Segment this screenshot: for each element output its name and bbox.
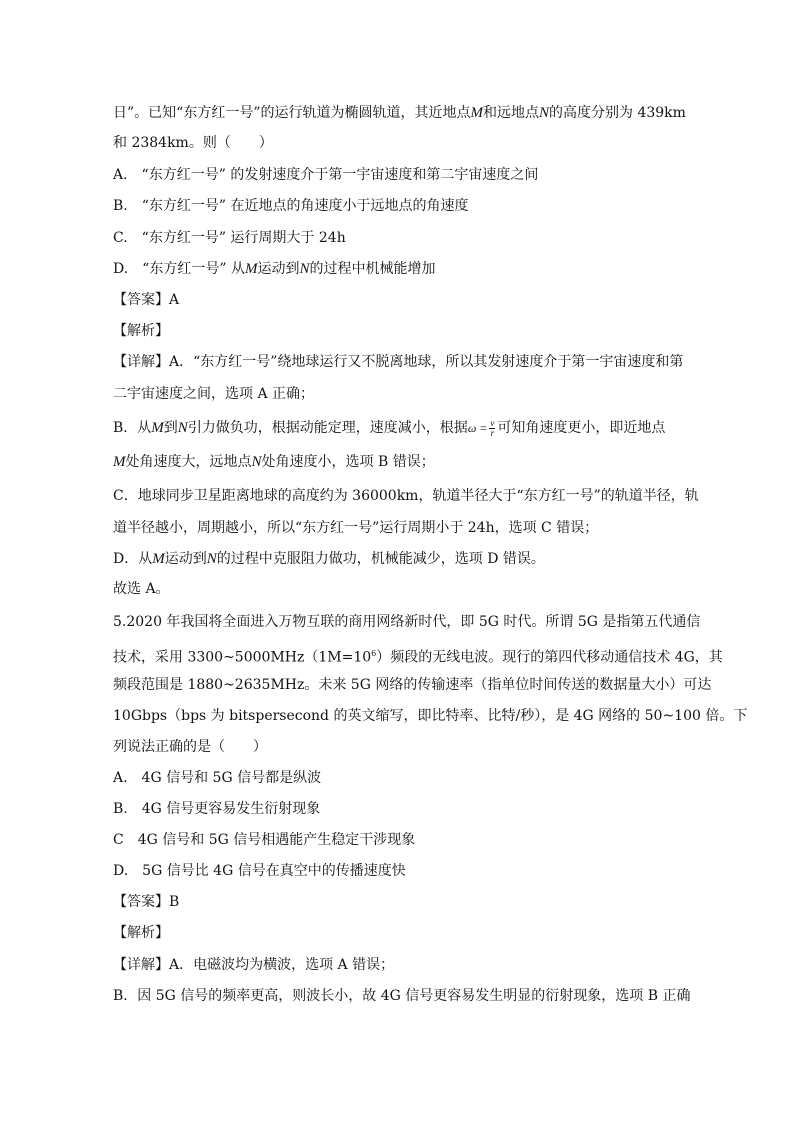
omega-formula: ω = [467, 421, 488, 435]
q5-option-d: D. 5G 信号比 4G 信号在真空中的传播速度快 [113, 863, 406, 879]
q5-stem-line-3: 频段范围是 1880~2635MHz。未来 5G 网络的传输速率（指单位时间传送的数据量大小）可达 [113, 677, 712, 693]
q5-analysis-label: 【解析】 [113, 925, 169, 941]
q4-option-a: A. “东方红一号” 的发射速度介于第一宇宙速度和第二宇宙速度之间 [113, 167, 539, 183]
v-over-r-fraction: $\frac{v}{r}$ [490, 417, 495, 438]
q4-detail-c-line-1: C．地球同步卫星距离地球的高度约为 36000km，轨道半径大于“东方红一号”的轨道半径，轨 [113, 488, 699, 504]
q5-stem-line-1: 5.2020 年我国将全面进入万物互联的商用网络新时代，即 5G 时代。所谓 5G 是指第五代通信 [113, 614, 701, 630]
q4-detail-d: D．从M运动到N的过程中克服阻力做功，机械能减少，选项 D 错误。 [113, 551, 545, 567]
q4-option-b: B. “东方红一号” 在近地点的角速度小于远地点的角速度 [113, 198, 469, 214]
q5-stem-line-5: 列说法正确的是（ ） [113, 739, 267, 755]
q4-option-c: C. “东方红一号” 运行周期大于 24h [113, 230, 346, 246]
q5-detail-a: 【详解】A．电磁波均为横波，选项 A 错误； [113, 957, 395, 973]
q5-option-b: B. 4G 信号更容易发生衍射现象 [113, 801, 321, 817]
q5-stem-line-2: 技术，采用 $3300\sim 5000MHz(1M=10^6)$频段的无线电波。现行的第四代移动通信技术 4G，其 [113, 649, 723, 666]
q5-detail-b: B．因 5G 信号的频率更高，则波长小，故 4G 信号更容易发生明显的衍射现象，选项 B 正确 [113, 988, 691, 1004]
q4-option-d: D. “东方红一号” 从M运动到N的过程中机械能增加 [113, 261, 436, 277]
q4-detail-c-line-2: 道半径越小，周期越小，所以“东方红一号”运行周期小于 24h，选项 C 错误； [113, 520, 599, 536]
q4-detail-b-line-1: B．从M到N引力做负功，根据动能定理，速度减小，根据ω = $\frac{v}{r}$ 可知角速度更小，即近地点 [113, 417, 666, 438]
q4-detail-a-line-1: 【详解】A．“东方红一号”绕地球运行又不脱离地球，所以其发射速度介于第一宇宙速度和第 [113, 354, 684, 370]
q4-detail-b-line-2: M处角速度大，远地点N处角速度小，选项 B 错误； [113, 454, 435, 470]
q4-stem-line-1: 日”。已知“东方红一号”的运行轨道为椭圆轨道，其近地点M和远地点N的高度分别为 439km [113, 105, 686, 121]
q4-analysis-label: 【解析】 [113, 323, 169, 339]
q4-answer: 【答案】A [113, 292, 180, 308]
q4-stem-line-2: 和 2384km。则（ ） [113, 135, 273, 151]
q5-option-a: A. 4G 信号和 5G 信号都是纵波 [113, 770, 322, 786]
q5-option-c: C 4G 信号和 5G 信号相遇能产生稳定干涉现象 [113, 832, 416, 848]
q5-answer: 【答案】B [113, 894, 180, 910]
q5-stem-line-4: 10Gbps（bps 为 bitspersecond 的英文缩写，即比特率、比特/秒），是 4G 网络的 50~100 倍。下 [113, 708, 748, 724]
q4-conclusion: 故选 A。 [113, 581, 170, 597]
q4-detail-a-line-2: 二宇宙速度之间，选项 A 正确； [113, 386, 315, 402]
